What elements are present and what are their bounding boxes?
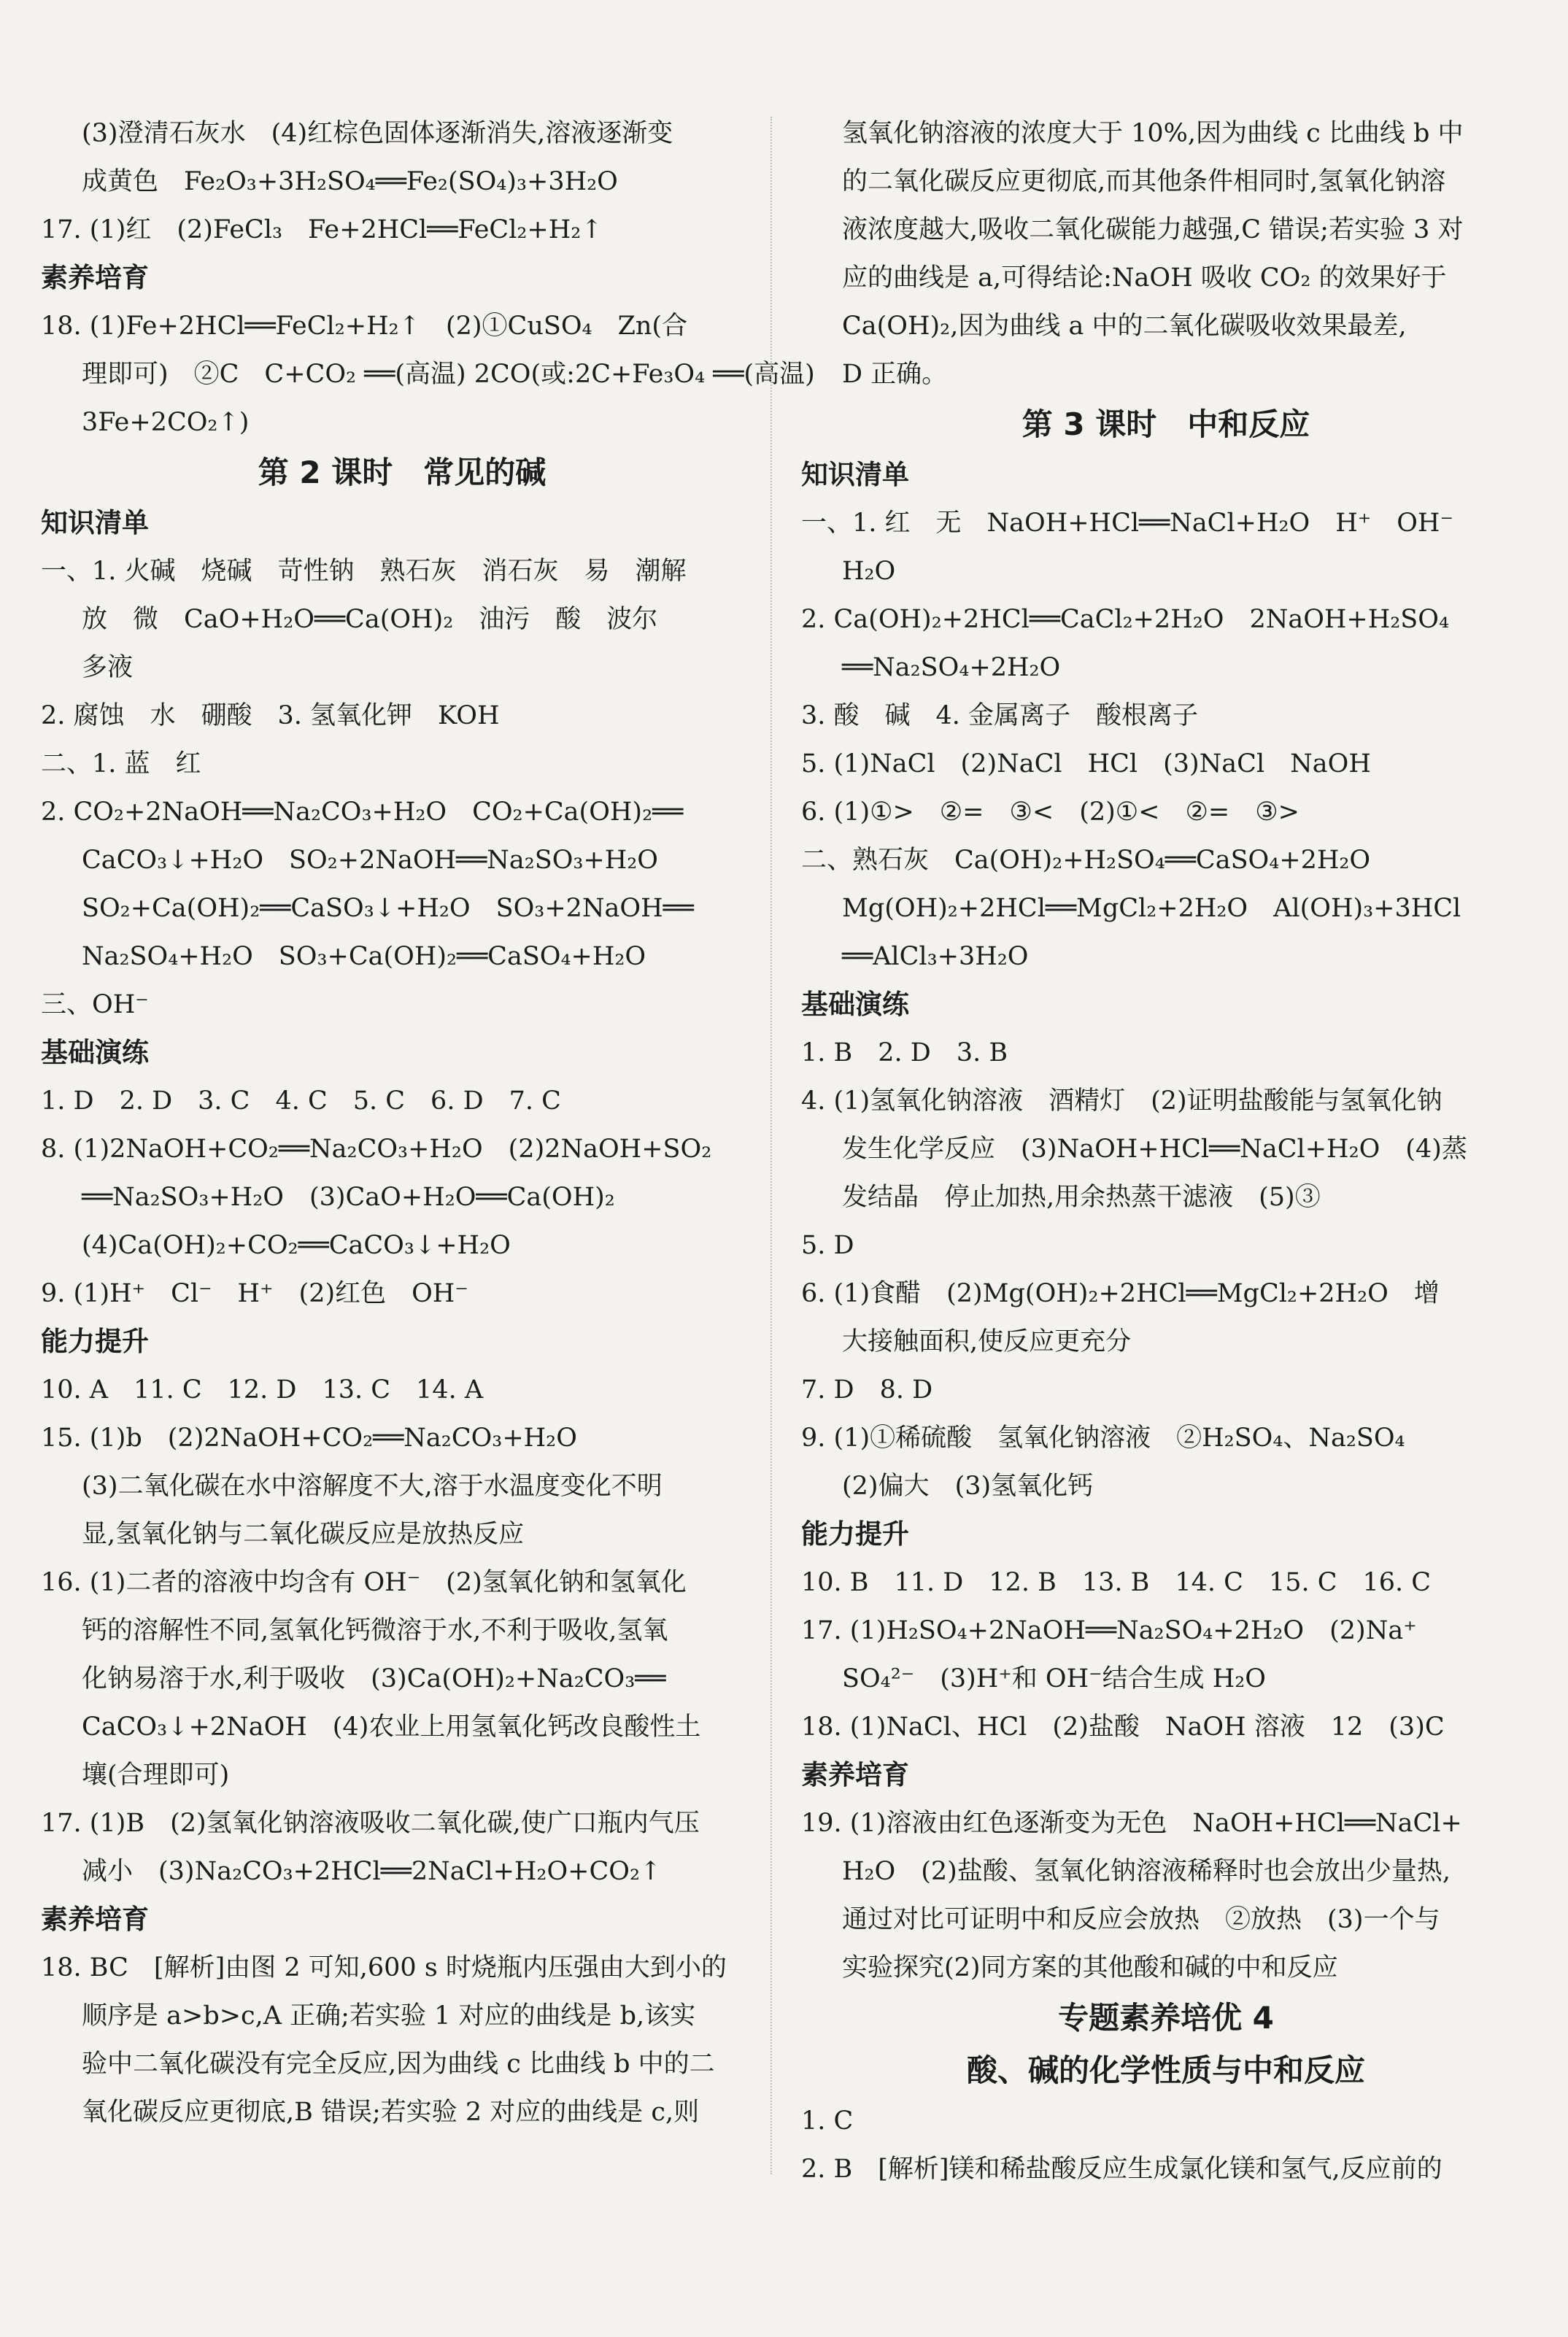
answer-line: D 正确。: [842, 360, 948, 389]
answer-line: 16. (1)二者的溶液中均含有 OH⁻ (2)氢氧化钠和氢氧化: [41, 1568, 687, 1597]
answer-line: 成黄色 Fe₂O₃+3H₂SO₄══Fe₂(SO₄)₃+3H₂O: [82, 167, 618, 196]
lesson-title: 第 3 课时 中和反应: [1021, 406, 1310, 442]
lesson-title: 酸、碱的化学性质与中和反应: [966, 2052, 1365, 2088]
left-column: [41, 109, 815, 2136]
answer-line: 17. (1)H₂SO₄+2NaOH══Na₂SO₄+2H₂O (2)Na⁺: [801, 1616, 1417, 1645]
answer-line: 实验探究(2)同方案的其他酸和碱的中和反应: [842, 1953, 1338, 1982]
answer-line: 通过对比可证明中和反应会放热 ②放热 (3)一个与: [842, 1905, 1440, 1934]
lesson-title: 第 2 课时 常见的碱: [258, 455, 547, 490]
answer-line: 10. B 11. D 12. B 13. B 14. C 15. C 16. C: [801, 1568, 1432, 1597]
answer-line: 一、1. 红 无 NaOH+HCl══NaCl+H₂O H⁺ OH⁻: [801, 509, 1453, 538]
answer-line: 17. (1)B (2)氢氧化钠溶液吸收二氧化碳,使广口瓶内气压: [41, 1809, 700, 1838]
answer-line: SO₂+Ca(OH)₂══CaSO₃↓+H₂O SO₃+2NaOH══: [82, 894, 694, 923]
answer-line: CaCO₃↓+H₂O SO₂+2NaOH══Na₂SO₃+H₂O: [82, 846, 658, 875]
answer-line: 1. C: [801, 2106, 854, 2136]
section-heading: 基础演练: [801, 989, 909, 1020]
answer-line: 显,氢氧化钠与二氧化碳反应是放热反应: [82, 1520, 525, 1549]
answer-line: 3. 酸 碱 4. 金属离子 酸根离子: [801, 701, 1199, 730]
answer-line: 的二氧化碳反应更彻底,而其他条件相同时,氢氧化钠溶: [842, 167, 1446, 196]
answer-line: 壤(合理即可): [82, 1761, 230, 1790]
answer-line: 18. BC [解析]由图 2 可知,600 s 时烧瓶内压强由大到小的: [41, 1953, 727, 1982]
answer-line: 6. (1)①> ②= ③< (2)①< ②= ③>: [801, 797, 1299, 827]
column-divider: [771, 117, 772, 2174]
right-column: [801, 109, 1531, 2193]
answer-line: 2. 腐蚀 水 硼酸 3. 氢氧化钾 KOH: [41, 701, 500, 730]
answer-line: 液浓度越大,吸收二氧化碳能力越强,C 错误;若实验 3 对: [842, 215, 1464, 244]
section-heading: 能力提升: [801, 1518, 909, 1550]
answer-line: 多液: [82, 653, 134, 682]
section-heading: 基础演练: [41, 1037, 149, 1068]
answer-line: 15. (1)b (2)2NaOH+CO₂══Na₂CO₃+H₂O: [41, 1424, 577, 1453]
answer-line: 发结晶 停止加热,用余热蒸干滤液 (5)③: [842, 1183, 1321, 1212]
answer-line: 9. (1)H⁺ Cl⁻ H⁺ (2)红色 OH⁻: [41, 1279, 468, 1308]
answer-line: 氢氧化钠溶液的浓度大于 10%,因为曲线 c 比曲线 b 中: [842, 119, 1464, 148]
answer-line: 化钠易溶于水,利于吸收 (3)Ca(OH)₂+Na₂CO₃══: [82, 1664, 666, 1693]
answer-line: (3)二氧化碳在水中溶解度不大,溶于水温度变化不明: [82, 1472, 663, 1501]
answer-line: 1. B 2. D 3. B: [801, 1038, 1008, 1067]
answer-line: 3Fe+2CO₂↑): [82, 408, 250, 437]
answer-line: 发生化学反应 (3)NaOH+HCl══NaCl+H₂O (4)蒸: [842, 1135, 1467, 1164]
answer-line: 8. (1)2NaOH+CO₂══Na₂CO₃+H₂O (2)2NaOH+SO₂: [41, 1135, 712, 1164]
answer-line: 2. CO₂+2NaOH══Na₂CO₃+H₂O CO₂+Ca(OH)₂══: [41, 797, 684, 827]
answer-line: Mg(OH)₂+2HCl══MgCl₂+2H₂O Al(OH)₃+3HCl: [842, 894, 1461, 923]
answer-line: ══AlCl₃+3H₂O: [842, 942, 1029, 971]
answer-line: (3)澄清石灰水 (4)红棕色固体逐渐消失,溶液逐渐变: [82, 119, 673, 148]
answer-line: ══Na₂SO₃+H₂O (3)CaO+H₂O══Ca(OH)₂: [82, 1183, 615, 1212]
answer-line: 6. (1)食醋 (2)Mg(OH)₂+2HCl══MgCl₂+2H₂O 增: [801, 1279, 1440, 1308]
answer-line: 9. (1)①稀硫酸 氢氧化钠溶液 ②H₂SO₄、Na₂SO₄: [801, 1424, 1405, 1453]
section-heading: 素养培育: [801, 1759, 909, 1791]
answer-line: 10. A 11. C 12. D 13. C 14. A: [41, 1375, 484, 1405]
answer-line: 放 微 CaO+H₂O══Ca(OH)₂ 油污 酸 波尔: [82, 605, 658, 634]
answer-line: 19. (1)溶液由红色逐渐变为无色 NaOH+HCl══NaCl+: [801, 1809, 1462, 1838]
answer-line: SO₄²⁻ (3)H⁺和 OH⁻结合生成 H₂O: [842, 1664, 1266, 1693]
answer-line: 2. Ca(OH)₂+2HCl══CaCl₂+2H₂O 2NaOH+H₂SO₄: [801, 605, 1450, 634]
answer-line: 应的曲线是 a,可得结论:NaOH 吸收 CO₂ 的效果好于: [842, 263, 1447, 293]
answer-line: 一、1. 火碱 烧碱 苛性钠 熟石灰 消石灰 易 潮解: [41, 557, 687, 586]
answer-line: ══Na₂SO₄+2H₂O: [842, 653, 1061, 682]
answer-line: 7. D 8. D: [801, 1375, 933, 1405]
answer-line: 氧化碳反应更彻底,B 错误;若实验 2 对应的曲线是 c,则: [82, 2098, 700, 2127]
answer-line: 1. D 2. D 3. C 4. C 5. C 6. D 7. C: [41, 1086, 561, 1116]
section-heading: 知识清单: [41, 507, 149, 538]
section-heading: 素养培育: [41, 262, 149, 293]
answer-line: 钙的溶解性不同,氢氧化钙微溶于水,不利于吸收,氢氧: [82, 1616, 668, 1645]
answer-line: 减小 (3)Na₂CO₃+2HCl══2NaCl+H₂O+CO₂↑: [82, 1857, 662, 1886]
answer-line: CaCO₃↓+2NaOH (4)农业上用氢氧化钙改良酸性土: [82, 1712, 701, 1742]
answer-line: 验中二氧化碳没有完全反应,因为曲线 c 比曲线 b 中的二: [82, 2050, 715, 2079]
answer-line: 2. B [解析]镁和稀盐酸反应生成氯化镁和氢气,反应前的: [801, 2155, 1443, 2184]
answer-line: 5. (1)NaCl (2)NaCl HCl (3)NaCl NaOH: [801, 749, 1371, 779]
section-heading: 能力提升: [41, 1326, 149, 1357]
answer-line: (4)Ca(OH)₂+CO₂══CaCO₃↓+H₂O: [82, 1231, 511, 1260]
answer-line: 18. (1)NaCl、HCl (2)盐酸 NaOH 溶液 12 (3)C: [801, 1712, 1445, 1742]
answer-line: Na₂SO₄+H₂O SO₃+Ca(OH)₂══CaSO₄+H₂O: [82, 942, 646, 971]
answer-line: 5. D: [801, 1231, 854, 1260]
answer-line: 17. (1)红 (2)FeCl₃ Fe+2HCl══FeCl₂+H₂↑: [41, 215, 603, 244]
section-heading: 素养培育: [41, 1904, 149, 1935]
answer-line: (2)偏大 (3)氢氧化钙: [842, 1472, 1094, 1501]
answer-line: 顺序是 a>b>c,A 正确;若实验 1 对应的曲线是 b,该实: [82, 2001, 696, 2031]
answer-line: 4. (1)氢氧化钠溶液 酒精灯 (2)证明盐酸能与氢氧化钠: [801, 1086, 1443, 1116]
answer-line: H₂O (2)盐酸、氢氧化钠溶液稀释时也会放出少量热,: [842, 1857, 1451, 1886]
answer-line: H₂O: [842, 557, 896, 586]
lesson-title: 专题素养培优 4: [1058, 2000, 1274, 2036]
answer-line: 理即可) ②C C+CO₂ ══(高温) 2CO(或:2C+Fe₃O₄ ══(高温): [82, 360, 815, 389]
answer-line: 18. (1)Fe+2HCl══FeCl₂+H₂↑ (2)①CuSO₄ Zn(合: [41, 312, 688, 341]
answer-line: 三、OH⁻: [41, 990, 149, 1019]
answer-line: 二、熟石灰 Ca(OH)₂+H₂SO₄══CaSO₄+2H₂O: [801, 846, 1371, 875]
section-heading: 知识清单: [801, 459, 909, 490]
answer-line: Ca(OH)₂,因为曲线 a 中的二氧化碳吸收效果最差,: [842, 312, 1407, 341]
answer-line: 二、1. 蓝 红: [41, 749, 201, 779]
answer-line: 大接触面积,使反应更充分: [842, 1327, 1132, 1356]
